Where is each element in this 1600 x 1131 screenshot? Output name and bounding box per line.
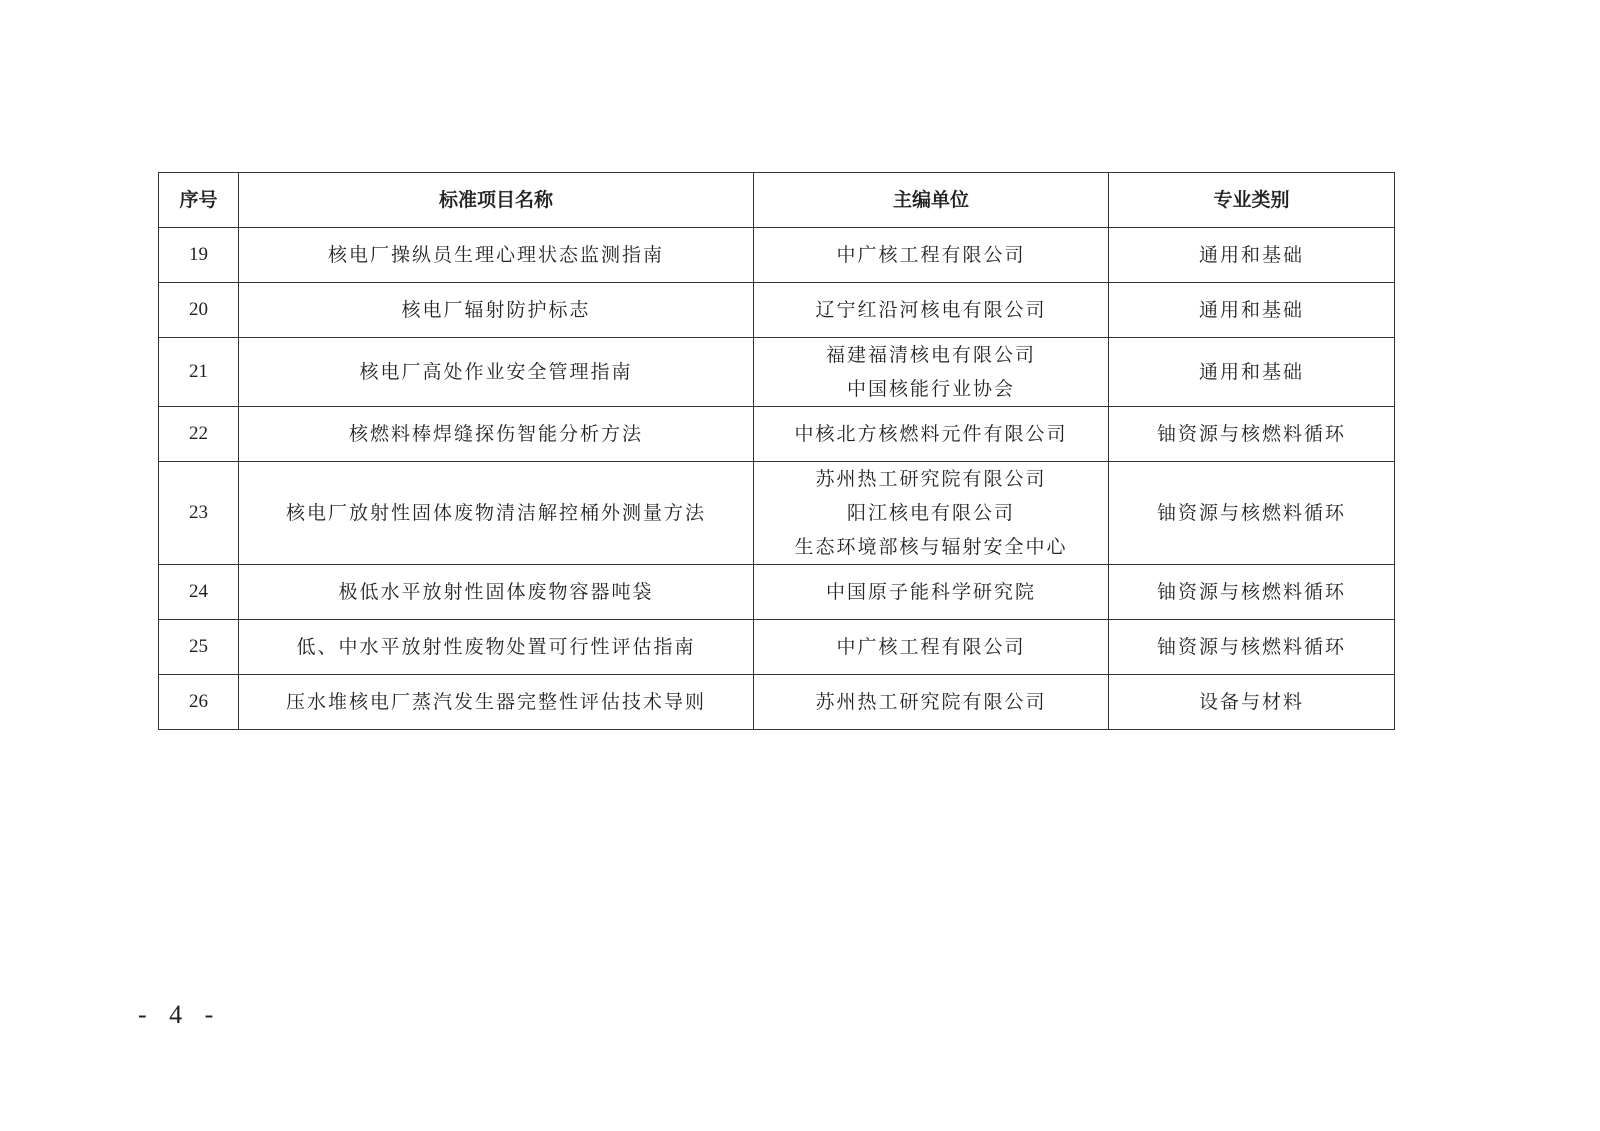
- unit-line: 中国核能行业协会: [846, 378, 1015, 400]
- table-row: [159, 407, 1395, 462]
- unit-line: 中广核工程有限公司: [836, 244, 1026, 266]
- row-name: 压水堆核电厂蒸汽发生器完整性评估技术导则: [239, 675, 754, 730]
- header-unit: 主编单位: [754, 173, 1109, 228]
- unit-line: 生态环境部核与辐射安全中心: [794, 536, 1068, 558]
- row-category: 铀资源与核燃料循环: [1109, 620, 1395, 675]
- row-name: 核电厂高处作业安全管理指南: [239, 338, 754, 407]
- table-row: [159, 283, 1395, 338]
- table-row: [159, 620, 1395, 675]
- row-unit: [754, 283, 1109, 338]
- unit-line: 苏州热工研究院有限公司: [815, 691, 1047, 713]
- row-name: 低、中水平放射性废物处置可行性评估指南: [239, 620, 754, 675]
- header-seq: 序号: [159, 173, 239, 228]
- row-seq: 21: [159, 338, 239, 407]
- row-seq: 24: [159, 565, 239, 620]
- row-unit: [754, 565, 1109, 620]
- row-category: 设备与材料: [1109, 675, 1395, 730]
- row-category: 通用和基础: [1109, 283, 1395, 338]
- row-unit: [754, 462, 1109, 565]
- header-category: 专业类别: [1109, 173, 1395, 228]
- table-header-row: [159, 173, 1395, 228]
- row-name: 核电厂操纵员生理心理状态监测指南: [239, 228, 754, 283]
- unit-line: 中广核工程有限公司: [836, 636, 1026, 658]
- row-seq: 25: [159, 620, 239, 675]
- standards-table: [158, 172, 1395, 730]
- table-row: [159, 228, 1395, 283]
- row-seq: 26: [159, 675, 239, 730]
- row-category: 铀资源与核燃料循环: [1109, 565, 1395, 620]
- row-seq: 20: [159, 283, 239, 338]
- row-unit: [754, 228, 1109, 283]
- unit-line: 中核北方核燃料元件有限公司: [794, 423, 1068, 445]
- row-category: 通用和基础: [1109, 228, 1395, 283]
- row-name: 核燃料棒焊缝探伤智能分析方法: [239, 407, 754, 462]
- table-row: [159, 675, 1395, 730]
- unit-line: 阳江核电有限公司: [846, 502, 1015, 524]
- header-name: 标准项目名称: [239, 173, 754, 228]
- unit-line: 苏州热工研究院有限公司: [815, 468, 1047, 490]
- row-unit: [754, 407, 1109, 462]
- table-row: [159, 462, 1395, 565]
- row-category: 铀资源与核燃料循环: [1109, 407, 1395, 462]
- row-name: 核电厂辐射防护标志: [239, 283, 754, 338]
- row-category: 通用和基础: [1109, 338, 1395, 407]
- row-category: 铀资源与核燃料循环: [1109, 462, 1395, 565]
- table-row: [159, 565, 1395, 620]
- row-unit: [754, 338, 1109, 407]
- row-seq: 22: [159, 407, 239, 462]
- row-name: 极低水平放射性固体废物容器吨袋: [239, 565, 754, 620]
- row-seq: 19: [159, 228, 239, 283]
- row-seq: 23: [159, 462, 239, 565]
- row-name: 核电厂放射性固体废物清洁解控桶外测量方法: [239, 462, 754, 565]
- row-unit: [754, 675, 1109, 730]
- table-row: [159, 338, 1395, 407]
- unit-line: 辽宁红沿河核电有限公司: [815, 299, 1047, 321]
- row-unit: [754, 620, 1109, 675]
- unit-line: 中国原子能科学研究院: [825, 581, 1036, 603]
- page-number: - 4 -: [138, 1000, 222, 1029]
- unit-line: 福建福清核电有限公司: [825, 344, 1036, 366]
